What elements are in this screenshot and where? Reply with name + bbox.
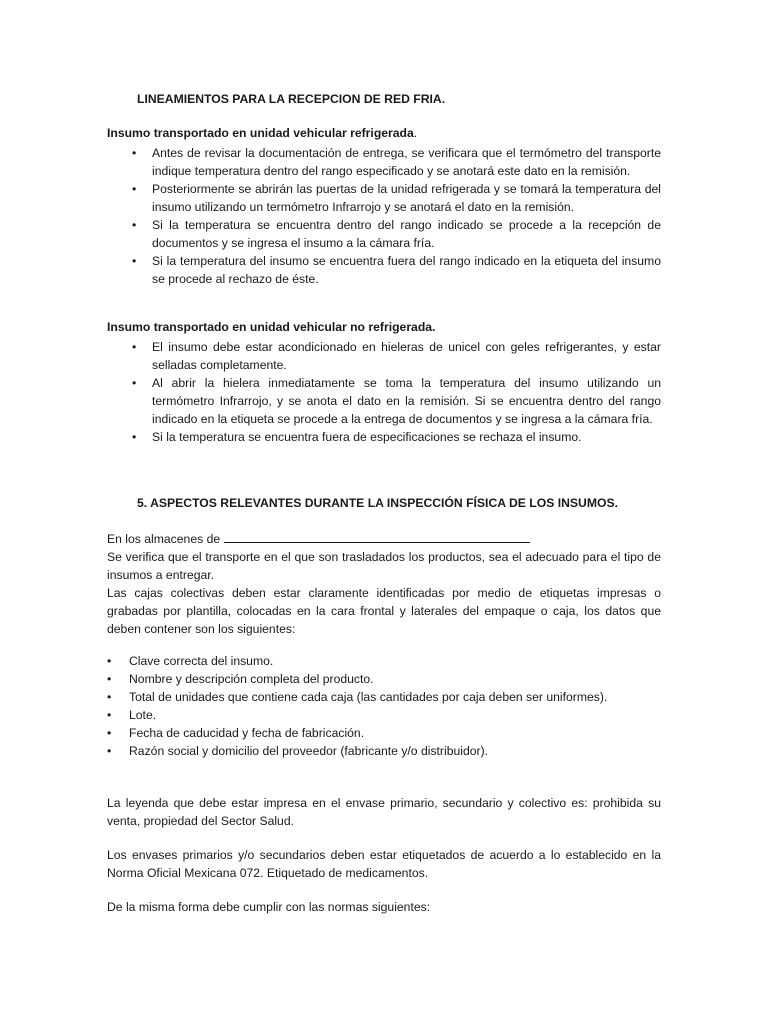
bullet-icon: • — [132, 340, 137, 354]
bullet-icon: • — [132, 254, 137, 268]
list-item-text: El insumo debe estar acondicionado en hieleras de unicel con geles refrigerantes, y estar selladas completamente. — [152, 340, 661, 372]
section-heading-period: . — [413, 126, 418, 140]
list-item — [107, 688, 661, 706]
label-requirements-list — [107, 652, 661, 760]
fill-in-blank-line — [224, 531, 530, 543]
list-item — [107, 338, 661, 374]
bullet-icon: • — [132, 376, 137, 390]
non-refrigerated-bullet-list — [107, 338, 661, 446]
document-title: LINEAMIENTOS PARA LA RECEPCION DE RED FRIA. — [137, 92, 446, 106]
list-item — [107, 428, 661, 446]
list-item-text: Al abrir la hielera inmediatamente se toma la temperatura del insumo utilizando un termómetro Infrarrojo, y se anota el dato en la remisión. Si se encuentra dentro del rango indicado en la etiqueta se procede a la entrega de documentos y se ingresa a la cámara fría. — [152, 376, 661, 426]
almacenes-prefix: En los almacenes de — [107, 532, 221, 546]
list-item — [107, 724, 661, 742]
list-item-text: Clave correcta del insumo. — [129, 654, 274, 668]
list-item — [107, 742, 661, 760]
list-item-text: Fecha de caducidad y fecha de fabricación. — [129, 726, 365, 740]
list-item-text: Si la temperatura del insumo se encuentra fuera del rango indicado en la etiqueta del insumo se procede al rechazo de éste. — [152, 254, 661, 286]
bullet-icon: • — [107, 654, 112, 668]
almacenes-line — [107, 530, 661, 548]
bullet-icon: • — [132, 146, 137, 160]
section-heading-non-refrigerated: Insumo transportado en unidad vehicular no refrigerada. — [107, 320, 436, 334]
list-item — [107, 144, 661, 180]
list-item-text: Si la temperatura se encuentra fuera de especificaciones se rechaza el insumo. — [152, 430, 582, 444]
standards-paragraph: De la misma forma debe cumplir con las normas siguientes: — [107, 900, 431, 914]
legend-paragraph: La leyenda que debe estar impresa en el envase primario, secundario y colectivo es: prohibida su venta, propiedad del Sector Salud. — [107, 796, 661, 828]
section-heading-text: Insumo transportado en unidad vehicular refrigerada — [107, 126, 414, 140]
refrigerated-bullet-list — [107, 144, 661, 288]
list-item — [107, 252, 661, 288]
bullet-icon: • — [107, 744, 112, 758]
list-item-text: Posteriormente se abrirán las puertas de la unidad refrigerada y se tomará la temperatura del insumo utilizando un termómetro Infrarrojo y se anotará el dato en la remisión. — [152, 182, 661, 214]
section-heading-refrigerated — [107, 126, 417, 140]
section-5-title: 5. ASPECTOS RELEVANTES DURANTE LA INSPECCIÓN FÍSICA DE LOS INSUMOS. — [137, 496, 619, 510]
boxes-paragraph: Las cajas colectivas deben estar claramente identificadas por medio de etiquetas impresas o grabadas por plantilla, colocadas en la cara frontal y laterales del empaque o caja, los datos que deben contener son los siguientes: — [107, 586, 661, 636]
transport-paragraph: Se verifica que el transporte en el que son trasladados los productos, sea el adecuado para el tipo de insumos a entregar. — [107, 550, 661, 582]
list-item-text: Lote. — [129, 708, 157, 722]
list-item-text: Antes de revisar la documentación de entrega, se verificara que el termómetro del transporte indique temperatura dentro del rango especificado y se anotará este dato en la remisión. — [152, 146, 661, 178]
list-item — [107, 180, 661, 216]
list-item-text: Razón social y domicilio del proveedor (fabricante y/o distribuidor). — [129, 744, 489, 758]
list-item-text: Nombre y descripción completa del producto. — [129, 672, 374, 686]
bullet-icon: • — [132, 430, 137, 444]
list-item — [107, 652, 661, 670]
bullet-icon: • — [132, 182, 137, 196]
bullet-icon: • — [107, 708, 112, 722]
bullet-icon: • — [132, 218, 137, 232]
bullet-icon: • — [107, 690, 112, 704]
list-item — [107, 670, 661, 688]
list-item — [107, 216, 661, 252]
bullet-icon: • — [107, 726, 112, 740]
list-item-text: Total de unidades que contiene cada caja (las cantidades por caja deben ser uniformes). — [129, 690, 608, 704]
list-item — [107, 374, 661, 428]
list-item-text: Si la temperatura se encuentra dentro del rango indicado se procede a la recepción de documentos y se ingresa el insumo a la cámara fría. — [152, 218, 661, 250]
bullet-icon: • — [107, 672, 112, 686]
list-item — [107, 706, 661, 724]
labeling-paragraph: Los envases primarios y/o secundarios deben estar etiquetados de acuerdo a lo establecido en la Norma Oficial Mexicana 072. Etiquetado de medicamentos. — [107, 848, 661, 880]
